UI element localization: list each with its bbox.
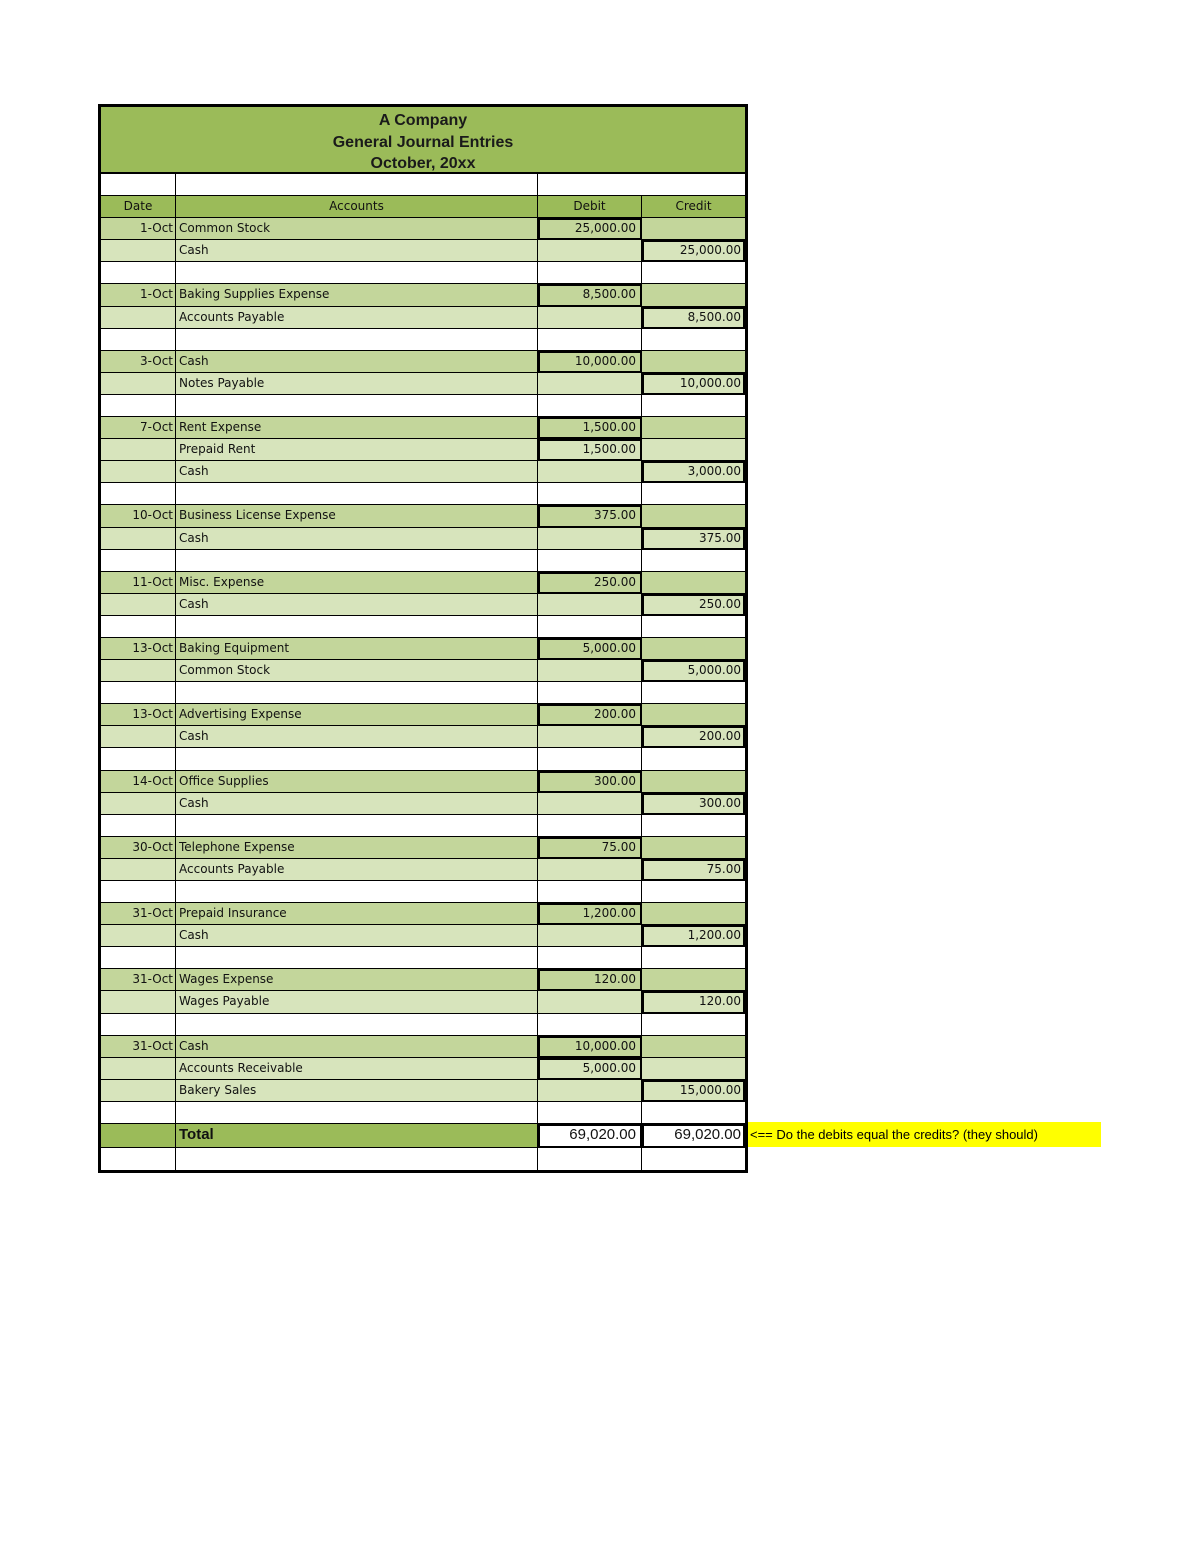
empty-cell[interactable] (101, 483, 176, 505)
date-cell[interactable] (101, 660, 176, 682)
empty-cell[interactable] (642, 483, 745, 505)
date-cell[interactable]: 31-Oct (101, 903, 176, 925)
column-header-row (101, 196, 745, 218)
credit-column-header: Credit (642, 196, 745, 218)
journal-entries (101, 218, 745, 1124)
date-cell[interactable]: 30-Oct (101, 837, 176, 859)
empty-cell[interactable] (176, 947, 538, 969)
credit-cell[interactable]: 200.00 (642, 726, 745, 748)
accounts-column-header: Accounts (176, 196, 538, 218)
date-cell[interactable] (101, 991, 176, 1013)
empty-cell[interactable] (176, 329, 538, 351)
credit-cell[interactable] (642, 837, 745, 859)
journal-line-row (101, 528, 745, 550)
credit-cell[interactable] (642, 505, 745, 527)
debit-cell[interactable]: 5,000.00 (538, 638, 642, 660)
blank-row (101, 1102, 745, 1124)
journal-line-row (101, 307, 745, 329)
date-cell[interactable]: 11-Oct (101, 572, 176, 594)
account-cell[interactable]: Wages Expense (176, 969, 538, 991)
date-cell[interactable] (101, 859, 176, 881)
empty-cell[interactable] (642, 329, 745, 351)
journal-line-row (101, 991, 745, 1013)
journal-line-row (101, 351, 745, 373)
empty-cell[interactable] (642, 550, 745, 572)
blank-row (101, 1014, 745, 1036)
account-cell[interactable]: Accounts Receivable (176, 1058, 538, 1080)
empty-cell[interactable] (101, 682, 176, 704)
empty-cell[interactable] (176, 682, 538, 704)
account-cell[interactable]: Cash (176, 240, 538, 262)
journal-line-row (101, 660, 745, 682)
debit-cell[interactable] (538, 925, 642, 947)
credit-cell[interactable]: 3,000.00 (642, 461, 745, 483)
empty-cell[interactable] (176, 616, 538, 638)
credit-cell[interactable] (642, 638, 745, 660)
date-cell[interactable] (101, 1080, 176, 1102)
debit-cell[interactable]: 75.00 (538, 837, 642, 859)
date-cell[interactable] (101, 439, 176, 461)
debit-cell[interactable] (538, 793, 642, 815)
date-cell[interactable]: 1-Oct (101, 218, 176, 240)
empty-cell[interactable] (176, 748, 538, 770)
account-cell[interactable]: Telephone Expense (176, 837, 538, 859)
empty-cell[interactable] (538, 550, 642, 572)
debit-cell[interactable]: 1,500.00 (538, 439, 642, 461)
credit-cell[interactable] (642, 969, 745, 991)
empty-cell[interactable] (101, 881, 176, 903)
date-cell[interactable]: 13-Oct (101, 704, 176, 726)
date-cell[interactable] (101, 793, 176, 815)
credit-cell[interactable]: 75.00 (642, 859, 745, 881)
account-cell[interactable]: Common Stock (176, 660, 538, 682)
empty-cell[interactable] (538, 395, 642, 417)
credit-cell[interactable] (642, 1058, 745, 1080)
date-cell[interactable]: 31-Oct (101, 1036, 176, 1058)
journal-line-row (101, 572, 745, 594)
debit-cell[interactable]: 10,000.00 (538, 1036, 642, 1058)
journal-line-row (101, 859, 745, 881)
debit-cell[interactable]: 120.00 (538, 969, 642, 991)
empty-cell[interactable] (538, 1014, 642, 1036)
debit-cell[interactable] (538, 373, 642, 395)
blank-row (101, 881, 745, 903)
empty-cell[interactable] (101, 550, 176, 572)
journal-line-row (101, 638, 745, 660)
account-cell[interactable]: Wages Payable (176, 991, 538, 1013)
empty-cell[interactable] (642, 682, 745, 704)
blank-row (101, 483, 745, 505)
empty-cell[interactable] (101, 395, 176, 417)
empty-cell[interactable] (642, 947, 745, 969)
empty-cell[interactable] (176, 881, 538, 903)
journal-line-row (101, 505, 745, 527)
credit-cell[interactable]: 1,200.00 (642, 925, 745, 947)
credit-cell[interactable] (642, 218, 745, 240)
account-cell[interactable]: Prepaid Rent (176, 439, 538, 461)
date-cell[interactable] (101, 307, 176, 329)
debit-cell[interactable] (538, 594, 642, 616)
empty-cell[interactable] (642, 1102, 745, 1124)
journal-line-row (101, 284, 745, 306)
empty-cell[interactable] (176, 550, 538, 572)
journal-line-row (101, 461, 745, 483)
account-cell[interactable]: Baking Equipment (176, 638, 538, 660)
empty-cell[interactable] (101, 616, 176, 638)
debit-cell[interactable]: 10,000.00 (538, 351, 642, 373)
total-row (101, 1124, 745, 1148)
blank-row (101, 616, 745, 638)
account-cell[interactable]: Cash (176, 925, 538, 947)
credit-cell[interactable]: 5,000.00 (642, 660, 745, 682)
blank-row (101, 682, 745, 704)
account-cell[interactable]: Misc. Expense (176, 572, 538, 594)
account-cell[interactable]: Cash (176, 594, 538, 616)
journal-line-row (101, 218, 745, 240)
date-column-header: Date (101, 196, 176, 218)
account-cell[interactable]: Advertising Expense (176, 704, 538, 726)
account-cell[interactable]: Cash (176, 1036, 538, 1058)
empty-cell[interactable] (101, 815, 176, 837)
empty-cell[interactable] (538, 1102, 642, 1124)
journal-header (101, 107, 745, 174)
date-cell[interactable]: 3-Oct (101, 351, 176, 373)
debit-cell[interactable] (538, 1080, 642, 1102)
empty-cell[interactable] (642, 1014, 745, 1036)
empty-cell[interactable] (101, 329, 176, 351)
debit-cell[interactable] (538, 859, 642, 881)
empty-cell[interactable] (538, 748, 642, 770)
date-cell[interactable] (101, 925, 176, 947)
blank-row (101, 329, 745, 351)
journal-line-row (101, 240, 745, 262)
debit-cell[interactable] (538, 660, 642, 682)
total-label: Total (176, 1124, 538, 1148)
debit-cell[interactable] (538, 307, 642, 329)
credit-cell[interactable]: 8,500.00 (642, 307, 745, 329)
date-cell[interactable]: 14-Oct (101, 771, 176, 793)
debit-cell[interactable] (538, 726, 642, 748)
date-cell[interactable] (101, 594, 176, 616)
empty-cell[interactable] (176, 262, 538, 284)
empty-cell[interactable] (176, 483, 538, 505)
account-cell[interactable]: Cash (176, 726, 538, 748)
journal-line-row (101, 1058, 745, 1080)
empty-cell[interactable] (538, 616, 642, 638)
blank-row (101, 262, 745, 284)
debit-column-header: Debit (538, 196, 642, 218)
journal-line-row (101, 439, 745, 461)
credit-cell[interactable]: 300.00 (642, 793, 745, 815)
debit-cell[interactable]: 250.00 (538, 572, 642, 594)
empty-cell[interactable] (642, 616, 745, 638)
debit-cell[interactable]: 200.00 (538, 704, 642, 726)
account-cell[interactable]: Business License Expense (176, 505, 538, 527)
empty-cell[interactable] (538, 815, 642, 837)
empty-cell[interactable] (101, 262, 176, 284)
credit-cell[interactable]: 25,000.00 (642, 240, 745, 262)
journal-line-row (101, 373, 745, 395)
journal-line-row (101, 837, 745, 859)
account-cell[interactable]: Cash (176, 528, 538, 550)
account-cell[interactable]: Common Stock (176, 218, 538, 240)
debit-cell[interactable] (538, 991, 642, 1013)
account-cell[interactable]: Baking Supplies Expense (176, 284, 538, 306)
credit-cell[interactable] (642, 704, 745, 726)
account-cell[interactable]: Cash (176, 351, 538, 373)
blank-row (101, 947, 745, 969)
credit-cell[interactable] (642, 1036, 745, 1058)
journal-line-row (101, 726, 745, 748)
date-cell[interactable]: 13-Oct (101, 638, 176, 660)
debit-cell[interactable]: 375.00 (538, 505, 642, 527)
empty-cell[interactable] (642, 262, 745, 284)
debit-cell[interactable]: 1,500.00 (538, 417, 642, 439)
date-cell[interactable]: 31-Oct (101, 969, 176, 991)
journal-line-row (101, 969, 745, 991)
account-cell[interactable]: Notes Payable (176, 373, 538, 395)
empty-cell[interactable] (176, 1014, 538, 1036)
empty-cell[interactable] (101, 1102, 176, 1124)
empty-cell[interactable] (538, 329, 642, 351)
account-cell[interactable]: Office Supplies (176, 771, 538, 793)
journal-line-row (101, 704, 745, 726)
empty-cell[interactable] (538, 483, 642, 505)
date-cell[interactable] (101, 373, 176, 395)
total-credit[interactable]: 69,020.00 (642, 1124, 745, 1148)
journal-period: October, 20xx (370, 155, 476, 172)
date-cell[interactable] (101, 240, 176, 262)
blank-row (101, 748, 745, 770)
credit-cell[interactable]: 375.00 (642, 528, 745, 550)
empty-cell[interactable] (101, 947, 176, 969)
account-cell[interactable]: Bakery Sales (176, 1080, 538, 1102)
empty-cell[interactable] (642, 748, 745, 770)
empty-cell[interactable] (101, 1014, 176, 1036)
account-cell[interactable]: Prepaid Insurance (176, 903, 538, 925)
date-cell[interactable] (101, 461, 176, 483)
journal-line-row (101, 793, 745, 815)
empty-cell[interactable] (642, 881, 745, 903)
debit-cell[interactable]: 300.00 (538, 771, 642, 793)
date-cell[interactable]: 1-Oct (101, 284, 176, 306)
total-debit[interactable]: 69,020.00 (538, 1124, 642, 1148)
credit-cell[interactable]: 10,000.00 (642, 373, 745, 395)
journal-line-row (101, 417, 745, 439)
journal-line-row (101, 1080, 745, 1102)
empty-cell[interactable] (538, 262, 642, 284)
journal-line-row (101, 771, 745, 793)
empty-cell[interactable] (176, 1102, 538, 1124)
credit-cell[interactable] (642, 771, 745, 793)
account-cell[interactable]: Cash (176, 793, 538, 815)
empty-cell[interactable] (538, 947, 642, 969)
footer-row (101, 1148, 745, 1170)
account-cell[interactable]: Cash (176, 461, 538, 483)
credit-cell[interactable]: 250.00 (642, 594, 745, 616)
journal-sheet (98, 104, 748, 1173)
credit-cell[interactable]: 120.00 (642, 991, 745, 1013)
empty-cell[interactable] (642, 395, 745, 417)
debit-cell[interactable] (538, 461, 642, 483)
journal-line-row (101, 594, 745, 616)
debit-cell[interactable]: 1,200.00 (538, 903, 642, 925)
credit-cell[interactable] (642, 903, 745, 925)
empty-cell[interactable] (176, 815, 538, 837)
empty-cell[interactable] (538, 682, 642, 704)
journal-line-row (101, 1036, 745, 1058)
empty-cell[interactable] (538, 881, 642, 903)
journal-line-row (101, 903, 745, 925)
account-cell[interactable]: Rent Expense (176, 417, 538, 439)
debit-cell[interactable]: 5,000.00 (538, 1058, 642, 1080)
credit-cell[interactable] (642, 572, 745, 594)
debit-cell[interactable]: 25,000.00 (538, 218, 642, 240)
credit-cell[interactable] (642, 417, 745, 439)
company-name: A Company (378, 112, 468, 129)
credit-cell[interactable] (642, 439, 745, 461)
credit-cell[interactable]: 15,000.00 (642, 1080, 745, 1102)
balance-check-note: <== Do the debits equal the credits? (they should) (748, 1122, 1101, 1147)
date-cell[interactable]: 10-Oct (101, 505, 176, 527)
empty-cell[interactable] (642, 815, 745, 837)
credit-cell[interactable] (642, 351, 745, 373)
date-cell[interactable]: 7-Oct (101, 417, 176, 439)
spacer-row (101, 174, 745, 196)
account-cell[interactable]: Accounts Payable (176, 859, 538, 881)
debit-cell[interactable] (538, 528, 642, 550)
debit-cell[interactable] (538, 240, 642, 262)
blank-row (101, 815, 745, 837)
date-cell[interactable] (101, 528, 176, 550)
blank-row (101, 550, 745, 572)
date-cell[interactable] (101, 726, 176, 748)
journal-title: General Journal Entries (332, 133, 514, 151)
empty-cell[interactable] (176, 395, 538, 417)
date-cell[interactable] (101, 1058, 176, 1080)
debit-cell[interactable]: 8,500.00 (538, 284, 642, 306)
blank-row (101, 395, 745, 417)
account-cell[interactable]: Accounts Payable (176, 307, 538, 329)
credit-cell[interactable] (642, 284, 745, 306)
empty-cell[interactable] (101, 748, 176, 770)
journal-line-row (101, 925, 745, 947)
